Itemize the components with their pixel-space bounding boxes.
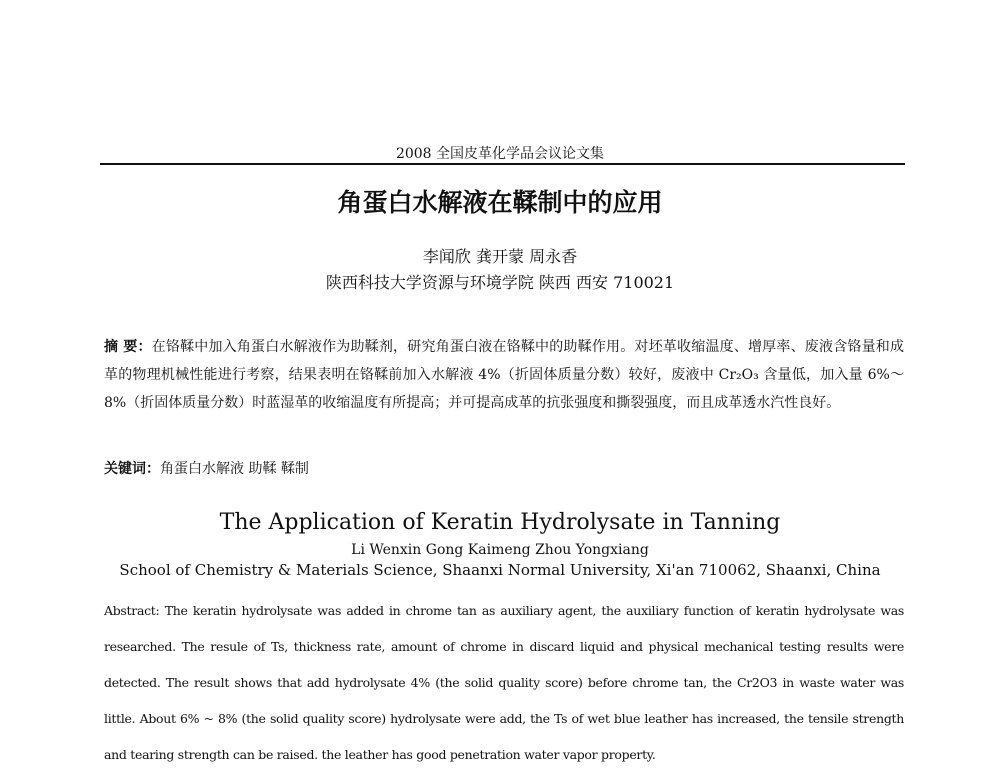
keywords-chinese-text: 角蛋白水解液 助鞣 鞣制 [160,461,309,477]
abstract-chinese-text: 在铬鞣中加入角蛋白水解液作为助鞣剂，研究角蛋白液在铬鞣中的助鞣作用。对坯革收缩温度、增厚率、废液含铬量和成革的物理机械性能进行考察，结果表明在铬鞣前加入水解液 4%（折固体质量分数）较好，废液中 Cr₂O₃ 含量低，加入量 6%～8%（折固体质量分数）时蓝湿革的收缩温度有所提高；并可提高成革的抗张强度和撕裂强度，而且成革透水汽性良好。 [104,339,904,411]
title-english: The Application of Keratin Hydrolysate in Tanning [219,510,781,535]
authors-chinese: 李闻欣 龚开蒙 周永香 [422,247,578,266]
abstract-chinese-label: 摘 要： [104,339,152,355]
abstract-chinese [104,333,904,417]
running-header: 2008 全国皮革化学品会议论文集 [395,146,605,162]
affiliation-chinese: 陕西科技大学资源与环境学院 陕西 西安 710021 [325,273,675,292]
header-rule [100,163,905,165]
affiliation-english: School of Chemistry & Materials Science, Shaanxi Normal University, Xi'an 710062, Shaanxi, China [119,561,881,579]
authors-english: Li Wenxin Gong Kaimeng Zhou Yongxiang [351,542,649,558]
keywords-chinese [104,458,309,478]
title-chinese: 角蛋白水解液在鞣制中的应用 [337,188,663,217]
keywords-chinese-label: 关键词： [104,461,160,477]
abstract-english: Abstract: The keratin hydrolysate was added in chrome tan as auxiliary agent, the auxiliary function of keratin hydrolysate was researched. The resule of Ts, thickness rate, amount of chrome in discard liquid and physical mechanical testing results were detected. The result shows that add hydrolysate 4% (the solid quality score) before chrome tan, the Cr2O3 in waste water was little. About 6% ~ 8% (the solid quality score) hydrolysate were add, the Ts of wet blue leather has increased, the tensile strength and tearing strength can be raised. the leather has good penetration water vapor property. [104,603,904,762]
